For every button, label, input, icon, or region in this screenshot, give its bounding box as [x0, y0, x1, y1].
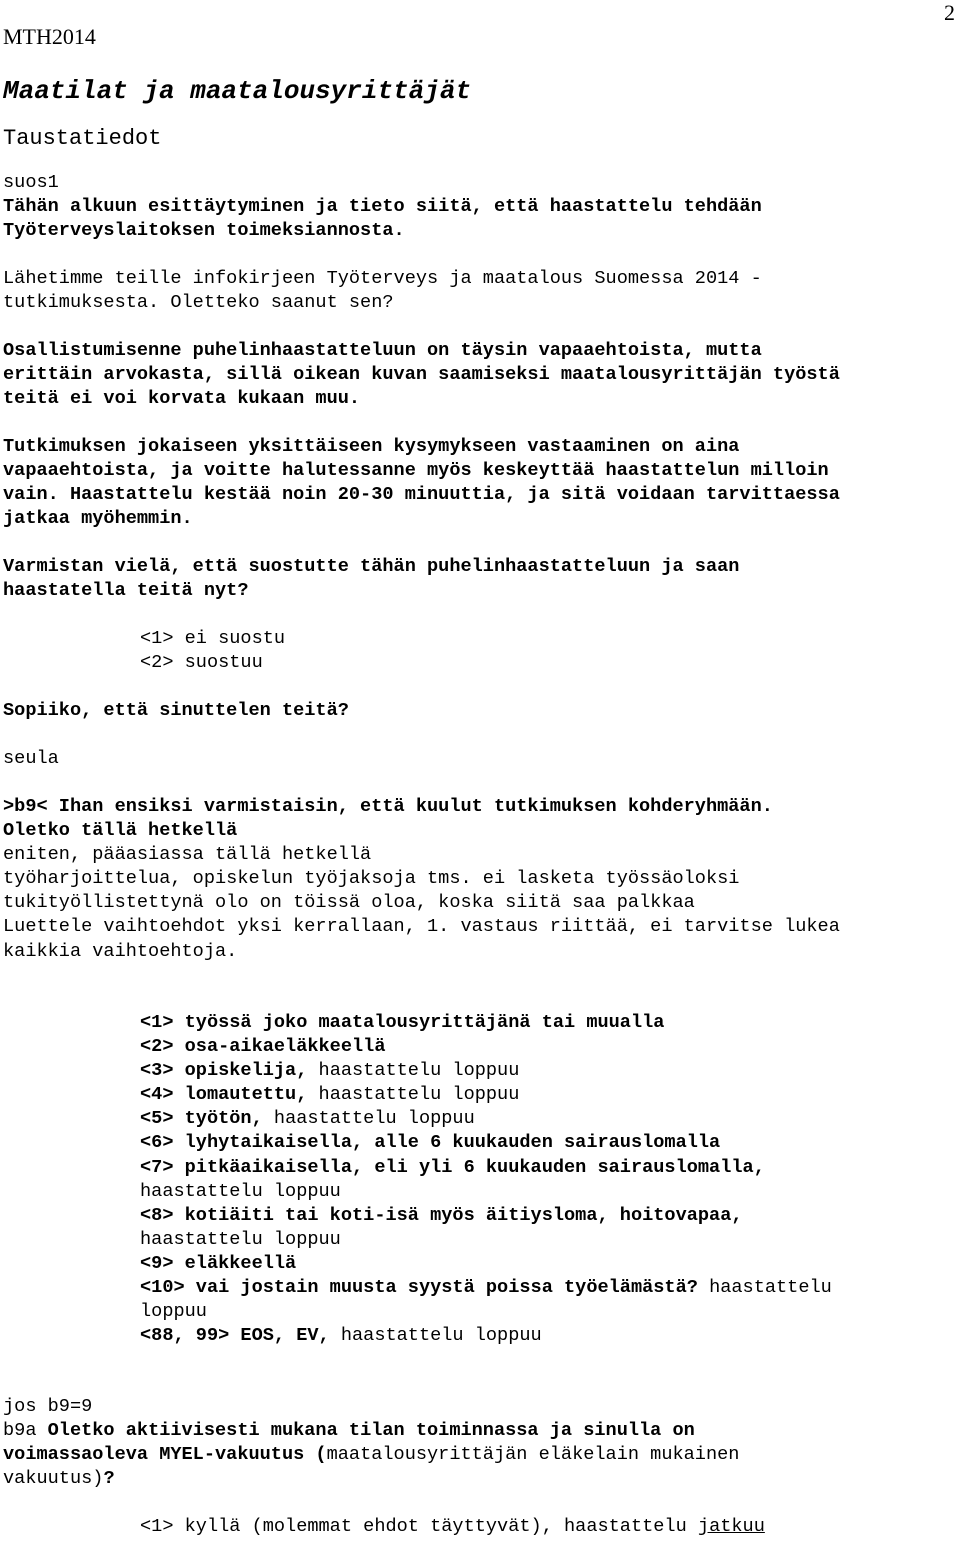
b9-option-88: <88, 99> EOS, EV,: [140, 1325, 330, 1347]
b9-option-9: <9> eläkkeellä: [140, 1252, 297, 1274]
b9-option-2: <2> osa-aikaeläkkeellä: [140, 1036, 386, 1058]
letter-line-2: tutkimuksesta. Oletteko saanut sen?: [3, 292, 394, 314]
b9a-line-1: Oletko aktiivisesti mukana tilan toiminnassa ja sinulla on: [47, 1420, 695, 1442]
b9-option-1: <1> työssä joko maatalousyrittäjänä tai muualla: [140, 1012, 665, 1033]
b9-options: [140, 1011, 832, 1348]
b9-option-8-note: haastattelu loppuu: [140, 1228, 341, 1250]
b9-option-3-note: haastattelu loppuu: [307, 1060, 520, 1082]
b9a-line-2: voimassaoleva MYEL-vakuutus (: [3, 1444, 327, 1466]
b9-option-4: <4> lomautettu,: [140, 1084, 308, 1106]
suos1-options: [140, 627, 285, 675]
b9a-line-2-note: maatalousyrittäjän eläkelain mukainen: [326, 1444, 740, 1466]
b9a-question-mark: ?: [103, 1468, 115, 1490]
b9-note-1: eniten, pääasiassa tällä hetkellä: [3, 844, 372, 866]
voluntary-line-1: Osallistumisenne puhelinhaastatteluun on täysin vapaaehtoista, mutta: [3, 340, 762, 361]
seula-label: seula: [3, 748, 59, 769]
b9-option-5-note: haastattelu loppuu: [262, 1108, 475, 1130]
b9-note-3: tukityöllistettynä olo on töissä oloa, koska siitä saa palkkaa: [3, 892, 695, 914]
questions-line-2: vapaaehtoista, ja voitte halutessanne myös keskeyttää haastattelun milloin: [3, 460, 829, 482]
b9-note-2: työharjoittelua, opiskelun työjaksoja tms. ei lasketa työssäoloksi: [3, 868, 740, 890]
suos1-letter: [3, 267, 762, 315]
intro-line-2: Työterveyslaitoksen toimeksiannosta.: [3, 220, 405, 242]
doc-code: MTH2014: [3, 24, 96, 49]
b9-option-7-note: haastattelu loppuu: [140, 1180, 341, 1202]
section-subtitle: Taustatiedot: [3, 126, 162, 151]
b9a-option-1: [140, 1515, 765, 1539]
b9a-line-3-note: vakuutus): [3, 1468, 104, 1490]
option-ei-suostu: <1> ei suostu: [140, 628, 286, 649]
b9-note-4: Luettele vaihtoehdot yksi kerrallaan, 1. vastaus riittää, ei tarvitse lukea: [3, 916, 840, 938]
b9-option-4-note: haastattelu loppuu: [307, 1084, 520, 1106]
b9a-condition: jos b9=9: [3, 1396, 93, 1417]
b9-option-7: <7> pitkäaikaisella, eli yli 6 kuukauden sairauslomalla,: [140, 1156, 765, 1178]
sinuttelu-question: [3, 699, 349, 723]
suos1-confirm: [3, 555, 739, 603]
b9a-option-1-text: <1> kyllä (molemmat ehdot täyttyvät), haastattelu: [140, 1516, 698, 1537]
b9-question: [3, 795, 840, 964]
b9-line-2: Oletko tällä hetkellä: [3, 820, 238, 842]
questions-line-4: jatkaa myöhemmin.: [3, 508, 193, 530]
letter-line-1: Lähetimme teille infokirjeen Työterveys ja maatalous Suomessa 2014 -: [3, 268, 762, 289]
questions-line-1: Tutkimuksen jokaiseen yksittäiseen kysymykseen vastaaminen on aina: [3, 436, 740, 457]
option-suostuu: <2> suostuu: [140, 652, 263, 674]
b9-line-1: >b9< Ihan ensiksi varmistaisin, että kuulut tutkimuksen kohderyhmään.: [3, 796, 773, 817]
b9-option-8: <8> kotiäiti tai koti-isä myös äitiysloma, hoitovapaa,: [140, 1204, 743, 1226]
b9-option-6: <6> lyhytaikaisella, alle 6 kuukauden sairauslomalla: [140, 1132, 721, 1154]
b9-option-10: <10> vai jostain muusta syystä poissa työelämästä?: [140, 1277, 698, 1299]
b9-option-3: <3> opiskelija,: [140, 1060, 308, 1082]
b9-option-5: <5> työtön,: [140, 1108, 263, 1130]
suos1-label: suos1: [3, 172, 59, 193]
voluntary-line-2: erittäin arvokasta, sillä oikean kuvan saamiseksi maatalousyrittäjän työstä: [3, 364, 840, 386]
suos1-voluntary: [3, 339, 840, 411]
questions-line-3: vain. Haastattelu kestää noin 20-30 minuuttia, ja sitä voidaan tarvittaessa: [3, 484, 840, 506]
b9-note-5: kaikkia vaihtoehtoja.: [3, 940, 238, 962]
sinuttelu-text: Sopiiko, että sinuttelen teitä?: [3, 700, 349, 721]
b9a-question: [3, 1395, 739, 1491]
voluntary-line-3: teitä ei voi korvata kukaan muu.: [3, 388, 361, 410]
page-title: Maatilat ja maatalousyrittäjät: [3, 76, 472, 106]
b9a-label: b9a: [3, 1420, 48, 1442]
confirm-line-1: Varmistan vielä, että suostutte tähän puhelinhaastatteluun ja saan: [3, 556, 740, 577]
b9-option-88-note: haastattelu loppuu: [329, 1325, 542, 1347]
b9a-option-1-continue: jatkuu: [697, 1516, 765, 1537]
page-number: 2: [944, 0, 955, 25]
b9-option-10-note-2: loppuu: [140, 1301, 207, 1323]
intro-line-1: Tähän alkuun esittäytyminen ja tieto siitä, että haastattelu tehdään: [3, 196, 762, 217]
suos1-questions-info: [3, 435, 840, 531]
confirm-line-2: haastatella teitä nyt?: [3, 580, 249, 602]
suos1-intro: [3, 195, 762, 243]
b9-option-10-note-1: haastattelu: [697, 1277, 832, 1299]
